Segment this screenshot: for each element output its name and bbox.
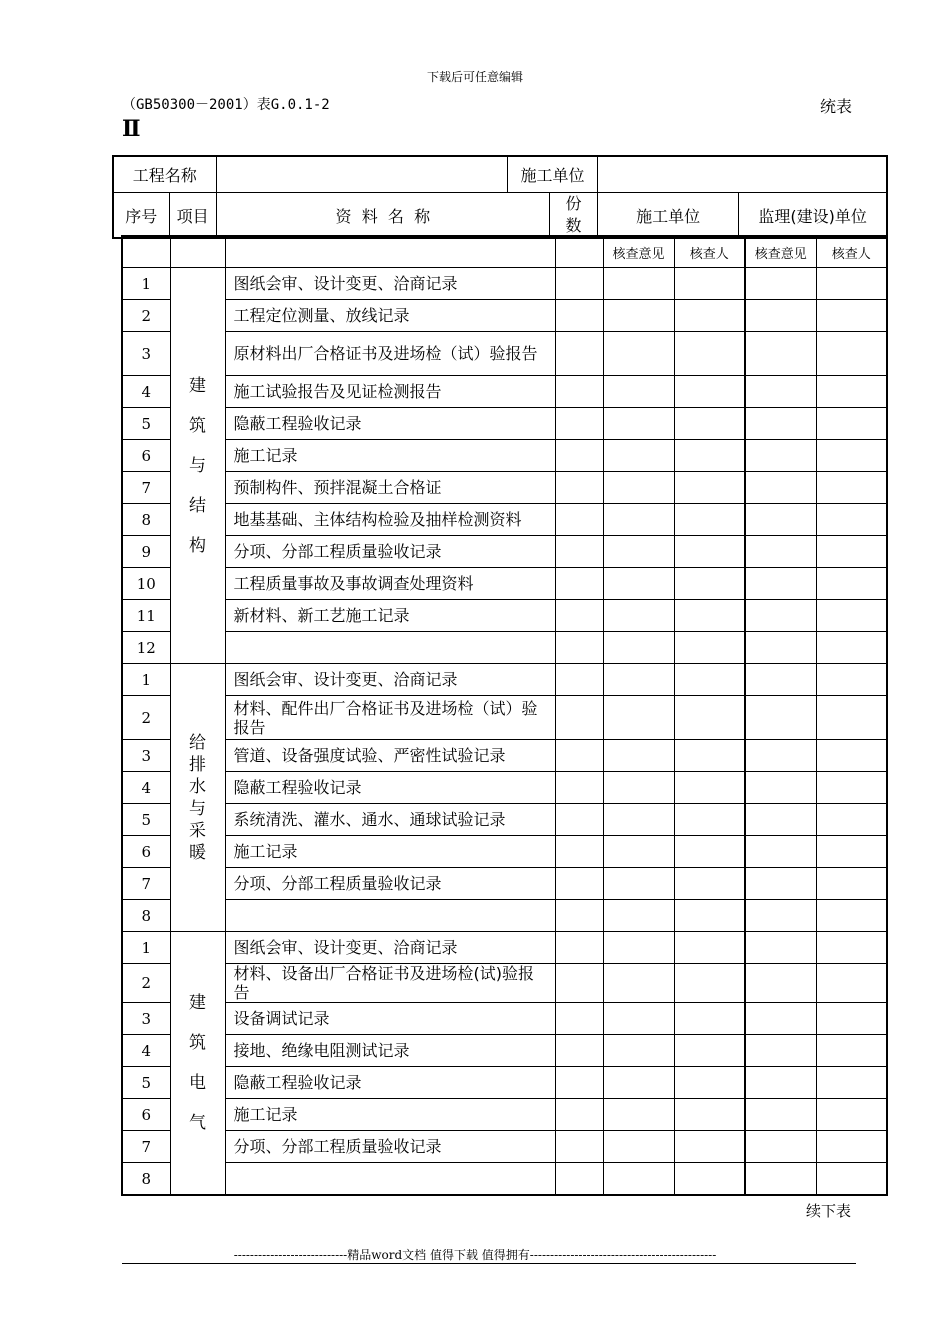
contractor-opinion-cell[interactable] [603,472,674,504]
table-row [122,900,887,932]
supervisor-checker-cell[interactable] [816,600,887,632]
document-name: 隐蔽工程验收记录 [225,772,555,804]
project-name-label: 工程名称 [113,156,216,193]
contractor-checker-cell[interactable] [674,1003,745,1035]
contractor-checker-cell[interactable] [674,408,745,440]
copies-cell[interactable] [555,900,603,932]
continued-label: 续下表 [806,1202,852,1220]
contractor-opinion-cell[interactable] [603,696,674,740]
document-name: 隐蔽工程验收记录 [225,408,555,440]
records-table [121,235,888,1196]
contractor-checker-cell[interactable] [674,376,745,408]
document-name: 接地、绝缘电阻测试记录 [225,1035,555,1067]
document-name: 地基基础、主体结构检验及抽样检测资料 [225,504,555,536]
contractor-checker-cell[interactable] [674,868,745,900]
supervisor-checker-cell[interactable] [816,868,887,900]
copies-cell[interactable] [555,568,603,600]
copies-cell[interactable] [555,1003,603,1035]
row-number: 5 [122,408,170,440]
table-row [122,964,887,1003]
row-number: 9 [122,536,170,568]
supervisor-opinion-cell[interactable] [745,536,816,568]
row-number: 4 [122,1035,170,1067]
supervisor-opinion-cell[interactable] [745,696,816,740]
document-name: 分项、分部工程质量验收记录 [225,536,555,568]
contractor-value[interactable] [598,156,887,193]
table-row [122,804,887,836]
contractor-opinion-cell[interactable] [603,1003,674,1035]
category-cell [170,268,225,664]
form-roman-numeral: Ⅱ [122,116,141,142]
contractor-checker-cell[interactable] [674,696,745,740]
supervisor-checker-cell[interactable] [816,376,887,408]
document-name: 预制构件、预拌混凝土合格证 [225,472,555,504]
supervisor-opinion-cell[interactable] [745,568,816,600]
contractor-opinion-cell[interactable] [603,632,674,664]
contractor-opinion-cell[interactable] [603,740,674,772]
contractor-opinion-cell[interactable] [603,1035,674,1067]
contractor-checker-cell[interactable] [674,964,745,1003]
supervisor-checker-cell[interactable] [816,932,887,964]
supervisor-opinion-cell[interactable] [745,472,816,504]
table-row [122,504,887,536]
supervisor-checker-cell[interactable] [816,408,887,440]
category-cell [170,932,225,1196]
document-name: 工程质量事故及事故调查处理资料 [225,568,555,600]
contractor-checker-cell[interactable] [674,536,745,568]
copies-cell[interactable] [555,1099,603,1131]
table-row [122,664,887,696]
table-row [122,376,887,408]
contractor-label: 施工单位 [507,156,597,193]
contractor-checker-cell[interactable] [674,1035,745,1067]
row-number: 6 [122,836,170,868]
supervisor-opinion-cell[interactable] [745,1003,816,1035]
contractor-opinion-cell[interactable] [603,332,674,376]
copies-cell[interactable] [555,772,603,804]
contractor-opinion-cell[interactable] [603,536,674,568]
supervisor-checker-cell[interactable] [816,696,887,740]
document-name: 工程定位测量、放线记录 [225,300,555,332]
contractor-checker-cell[interactable] [674,804,745,836]
supervisor-check-opinion: 核查意见 [745,236,816,268]
row-number: 6 [122,1099,170,1131]
supervisor-checker: 核查人 [816,236,887,268]
supervisor-opinion-cell[interactable] [745,1099,816,1131]
supervisor-opinion-cell[interactable] [745,1035,816,1067]
copies-cell[interactable] [555,504,603,536]
copies-cell[interactable] [555,536,603,568]
document-name: 系统清洗、灌水、通水、通球试验记录 [225,804,555,836]
supervisor-opinion-cell[interactable] [745,440,816,472]
contractor-opinion-cell[interactable] [603,836,674,868]
document-name: 原材料出厂合格证书及进场检（试）验报告 [225,332,555,376]
contractor-opinion-cell[interactable] [603,804,674,836]
copies-cell[interactable] [555,932,603,964]
contractor-checker-cell[interactable] [674,440,745,472]
row-number: 3 [122,332,170,376]
copies-header [550,193,598,239]
contractor-checker-cell[interactable] [674,1131,745,1163]
contractor-checker-cell[interactable] [674,836,745,868]
document-name: 图纸会审、设计变更、洽商记录 [225,268,555,300]
contractor-checker-cell[interactable] [674,900,745,932]
row-number: 7 [122,472,170,504]
table-row [122,408,887,440]
supervisor-opinion-cell[interactable] [745,932,816,964]
contractor-checker-cell[interactable] [674,300,745,332]
copies-cell[interactable] [555,332,603,376]
document-name: 图纸会审、设计变更、洽商记录 [225,664,555,696]
copies-cell[interactable] [555,600,603,632]
supervisor-opinion-cell[interactable] [745,964,816,1003]
supervisor-checker-cell[interactable] [816,1131,887,1163]
row-number: 4 [122,772,170,804]
row-number: 12 [122,632,170,664]
contractor-opinion-cell[interactable] [603,772,674,804]
supervisor-col-header: 监理(建设)单位 [739,193,887,239]
supervisor-checker-cell[interactable] [816,568,887,600]
table-row [122,1035,887,1067]
row-number: 10 [122,568,170,600]
copies-cell[interactable] [555,376,603,408]
contractor-opinion-cell[interactable] [603,900,674,932]
document-name [225,900,555,932]
copies-cell[interactable] [555,408,603,440]
table-row [122,1003,887,1035]
row-number: 8 [122,504,170,536]
contractor-checker-cell[interactable] [674,332,745,376]
supervisor-checker-cell[interactable] [816,1035,887,1067]
seq-header: 序号 [113,193,169,239]
row-number: 7 [122,868,170,900]
document-name [225,1163,555,1196]
contractor-checker-cell[interactable] [674,504,745,536]
contractor-checker-cell[interactable] [674,664,745,696]
copies-header-text: 份数 [565,194,582,235]
supervisor-checker-cell[interactable] [816,1067,887,1099]
supervisor-opinion-cell[interactable] [745,900,816,932]
document-name: 管道、设备强度试验、严密性试验记录 [225,740,555,772]
contractor-checker-cell[interactable] [674,1163,745,1196]
table-row [122,632,887,664]
document-name: 材料、配件出厂合格证书及进场检（试）验报告 [225,696,555,740]
table-row [122,332,887,376]
contractor-checker-cell[interactable] [674,740,745,772]
supervisor-checker-cell[interactable] [816,268,887,300]
table-row [122,1067,887,1099]
row-number: 1 [122,268,170,300]
contractor-col-header: 施工单位 [598,193,739,239]
category-cell [170,664,225,932]
contractor-opinion-cell[interactable] [603,932,674,964]
footer-divider [122,1263,856,1264]
row-number: 4 [122,376,170,408]
supervisor-checker-cell[interactable] [816,772,887,804]
contractor-checker-cell[interactable] [674,632,745,664]
copies-cell[interactable] [555,696,603,740]
supervisor-opinion-cell[interactable] [745,1131,816,1163]
table-row [122,1099,887,1131]
contractor-checker: 核查人 [674,236,745,268]
supervisor-checker-cell[interactable] [816,664,887,696]
row-number: 3 [122,740,170,772]
category-label: 建筑电气 [189,993,206,1133]
copies-cell[interactable] [555,300,603,332]
supervisor-opinion-cell[interactable] [745,600,816,632]
supervisor-opinion-cell[interactable] [745,632,816,664]
supervisor-checker-cell[interactable] [816,740,887,772]
supervisor-checker-cell[interactable] [816,300,887,332]
form-type-label: 统表 [820,97,853,116]
row-number: 11 [122,600,170,632]
table-row [122,440,887,472]
supervisor-opinion-cell[interactable] [745,1067,816,1099]
download-note: 下载后可任意编辑 [426,70,523,84]
copies-cell[interactable] [555,740,603,772]
table-row [122,1131,887,1163]
row-number: 2 [122,300,170,332]
document-name: 隐蔽工程验收记录 [225,1067,555,1099]
document-name: 设备调试记录 [225,1003,555,1035]
supervisor-checker-cell[interactable] [816,472,887,504]
contractor-opinion-cell[interactable] [603,504,674,536]
supervisor-opinion-cell[interactable] [745,408,816,440]
document-name: 材料、设备出厂合格证书及进场检(试)验报告 [225,964,555,1003]
contractor-opinion-cell[interactable] [603,664,674,696]
doc-name-header: 资 料 名 称 [216,193,549,239]
copies-cell[interactable] [555,268,603,300]
item-header: 项目 [169,193,216,239]
contractor-checker-cell[interactable] [674,600,745,632]
supervisor-opinion-cell[interactable] [745,300,816,332]
row-number: 2 [122,696,170,740]
contractor-opinion-cell[interactable] [603,964,674,1003]
document-name [225,632,555,664]
document-name: 施工记录 [225,440,555,472]
table-row [122,696,887,740]
contractor-opinion-cell[interactable] [603,300,674,332]
contractor-opinion-cell[interactable] [603,1099,674,1131]
subheader-row [122,236,887,268]
table-row [122,536,887,568]
table-row [122,868,887,900]
contractor-checker-cell[interactable] [674,932,745,964]
contractor-opinion-cell[interactable] [603,600,674,632]
supervisor-checker-cell[interactable] [816,440,887,472]
supervisor-opinion-cell[interactable] [745,868,816,900]
document-name: 施工记录 [225,836,555,868]
contractor-opinion-cell[interactable] [603,568,674,600]
supervisor-checker-cell[interactable] [816,332,887,376]
copies-cell[interactable] [555,868,603,900]
row-number: 2 [122,964,170,1003]
copies-cell[interactable] [555,1163,603,1196]
document-name: 施工试验报告及见证检测报告 [225,376,555,408]
supervisor-opinion-cell[interactable] [745,664,816,696]
supervisor-opinion-cell[interactable] [745,836,816,868]
copies-cell[interactable] [555,964,603,1003]
contractor-opinion-cell[interactable] [603,440,674,472]
contractor-check-opinion: 核查意见 [603,236,674,268]
row-number: 7 [122,1131,170,1163]
row-number: 5 [122,1067,170,1099]
supervisor-checker-cell[interactable] [816,900,887,932]
table-row [122,268,887,300]
row-number: 1 [122,664,170,696]
document-name: 分项、分部工程质量验收记录 [225,868,555,900]
contractor-opinion-cell[interactable] [603,868,674,900]
contractor-checker-cell[interactable] [674,472,745,504]
supervisor-opinion-cell[interactable] [745,740,816,772]
table-row [122,772,887,804]
copies-cell[interactable] [555,1035,603,1067]
copies-cell[interactable] [555,472,603,504]
supervisor-checker-cell[interactable] [816,804,887,836]
category-label: 给排水与采暖 [189,732,206,863]
row-number: 1 [122,932,170,964]
footer-text: ----------------------------精品word文档 值得下载 值得拥有---------------------------------------------- [233,1248,717,1262]
row-number: 3 [122,1003,170,1035]
contractor-opinion-cell[interactable] [603,1067,674,1099]
category-label: 建筑与结构 [189,375,206,556]
contractor-checker-cell[interactable] [674,268,745,300]
contractor-checker-cell[interactable] [674,772,745,804]
document-name: 施工记录 [225,1099,555,1131]
supervisor-opinion-cell[interactable] [745,804,816,836]
contractor-checker-cell[interactable] [674,568,745,600]
copies-cell[interactable] [555,1067,603,1099]
supervisor-opinion-cell[interactable] [745,268,816,300]
row-number: 5 [122,804,170,836]
supervisor-checker-cell[interactable] [816,964,887,1003]
contractor-checker-cell[interactable] [674,1067,745,1099]
contractor-opinion-cell[interactable] [603,1131,674,1163]
document-name: 分项、分部工程质量验收记录 [225,1131,555,1163]
contractor-opinion-cell[interactable] [603,268,674,300]
form-code: （GB50300－2001）表G.0.1-2 [122,97,330,113]
copies-cell[interactable] [555,664,603,696]
copies-cell[interactable] [555,440,603,472]
supervisor-opinion-cell[interactable] [745,1163,816,1196]
supervisor-checker-cell[interactable] [816,1163,887,1196]
project-name-value[interactable] [216,156,507,193]
table-row [122,600,887,632]
header-table-rows [112,155,888,239]
table-row [122,932,887,964]
supervisor-checker-cell[interactable] [816,504,887,536]
contractor-opinion-cell[interactable] [603,1163,674,1196]
copies-cell[interactable] [555,836,603,868]
copies-cell[interactable] [555,1131,603,1163]
supervisor-opinion-cell[interactable] [745,772,816,804]
supervisor-opinion-cell[interactable] [745,504,816,536]
document-name: 图纸会审、设计变更、洽商记录 [225,932,555,964]
document-name: 新材料、新工艺施工记录 [225,600,555,632]
supervisor-checker-cell[interactable] [816,1099,887,1131]
supervisor-checker-cell[interactable] [816,536,887,568]
supervisor-checker-cell[interactable] [816,632,887,664]
row-number: 6 [122,440,170,472]
supervisor-opinion-cell[interactable] [745,332,816,376]
supervisor-checker-cell[interactable] [816,1003,887,1035]
table-row [122,472,887,504]
table-row [122,836,887,868]
table-row [122,300,887,332]
contractor-opinion-cell[interactable] [603,376,674,408]
copies-cell[interactable] [555,804,603,836]
row-number: 8 [122,1163,170,1196]
contractor-opinion-cell[interactable] [603,408,674,440]
table-row [122,740,887,772]
supervisor-opinion-cell[interactable] [745,376,816,408]
table-row [122,1163,887,1196]
table-row [122,568,887,600]
contractor-checker-cell[interactable] [674,1099,745,1131]
copies-cell[interactable] [555,632,603,664]
supervisor-checker-cell[interactable] [816,836,887,868]
row-number: 8 [122,900,170,932]
